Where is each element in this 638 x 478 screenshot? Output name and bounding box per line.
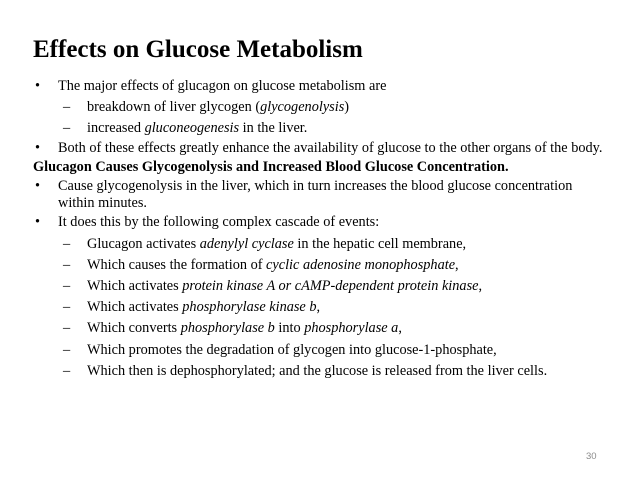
dash-marker: – xyxy=(63,362,71,379)
text-run: , xyxy=(455,256,459,273)
cascade-step xyxy=(33,320,603,337)
cascade-step xyxy=(33,363,603,380)
dash-marker: – xyxy=(63,341,71,358)
dash-marker: – xyxy=(63,320,71,337)
bullet-item xyxy=(33,78,603,95)
italic-term: glycogenolysis xyxy=(260,99,345,116)
italic-term: phosphorylase a xyxy=(304,320,399,337)
italic-term: adenylyl cyclase xyxy=(199,235,294,252)
bullet-marker: • xyxy=(35,214,41,231)
dash-marker: – xyxy=(63,278,71,295)
bullet-text: Cause glycogenolysis in the liver, which in turn increases the blood glucose concentration within minutes. xyxy=(58,178,573,212)
slide-title: Effects on Glucose Metabolism xyxy=(33,36,363,63)
bullet-item xyxy=(33,178,603,212)
dash-marker: – xyxy=(63,299,71,316)
text-run: Which activates xyxy=(87,278,183,295)
italic-term: cyclic adenosine monophosphate xyxy=(266,256,456,273)
bullet-text: It does this by the following complex cascade of events: xyxy=(58,214,380,231)
italic-term: protein kinase A or cAMP-dependent protein kinase xyxy=(182,278,479,295)
text-run: ) xyxy=(344,99,350,116)
cascade-step xyxy=(33,236,603,253)
bullet-item xyxy=(33,214,603,231)
text-run: increased xyxy=(87,120,145,137)
text-run: Which causes the formation of xyxy=(87,256,267,273)
text-run: , xyxy=(316,299,321,316)
cascade-step xyxy=(33,257,603,274)
sub-bullet-item xyxy=(33,99,603,116)
page-number: 30 xyxy=(586,451,597,462)
text-run: Glucagon activates xyxy=(87,235,200,252)
text-run: , xyxy=(478,278,483,295)
cascade-step xyxy=(33,278,603,295)
dash-marker: – xyxy=(63,99,71,116)
bullet-item xyxy=(33,140,603,157)
dash-marker: – xyxy=(63,120,71,137)
bullet-marker: • xyxy=(35,78,41,94)
section-heading: Glucagon Causes Glycogenolysis and Increased Blood Glucose Concentration. xyxy=(33,158,509,175)
bullet-marker: • xyxy=(35,178,41,195)
slide-body xyxy=(33,76,603,380)
text-run: in the liver. xyxy=(239,120,308,137)
italic-term: phosphorylase kinase b xyxy=(182,299,317,316)
italic-term: phosphorylase b xyxy=(180,320,275,337)
text-run: into xyxy=(274,320,305,337)
cascade-step xyxy=(33,342,603,359)
text-run: Which then is dephosphorylated; and the glucose is released from the liver cells. xyxy=(87,362,548,379)
dash-marker: – xyxy=(63,235,71,252)
text-run: Which promotes the degradation of glycogen into glucose-1-phosphate, xyxy=(87,341,497,358)
sub-bullet-item xyxy=(33,120,603,137)
cascade-step xyxy=(33,299,603,316)
bullet-text: The major effects of glucagon on glucose metabolism are xyxy=(58,78,387,94)
text-run: breakdown of liver glycogen ( xyxy=(87,99,261,116)
dash-marker: – xyxy=(63,256,71,273)
text-run: Which converts xyxy=(87,320,181,337)
text-run: in the hepatic cell membrane, xyxy=(293,235,467,252)
italic-term: gluconeogenesis xyxy=(144,120,240,137)
bullet-text: Both of these effects greatly enhance the availability of glucose to the other organs of the body. xyxy=(58,139,603,156)
bullet-marker: • xyxy=(35,139,41,156)
text-run: , xyxy=(398,320,402,337)
text-run: Which activates xyxy=(87,299,183,316)
